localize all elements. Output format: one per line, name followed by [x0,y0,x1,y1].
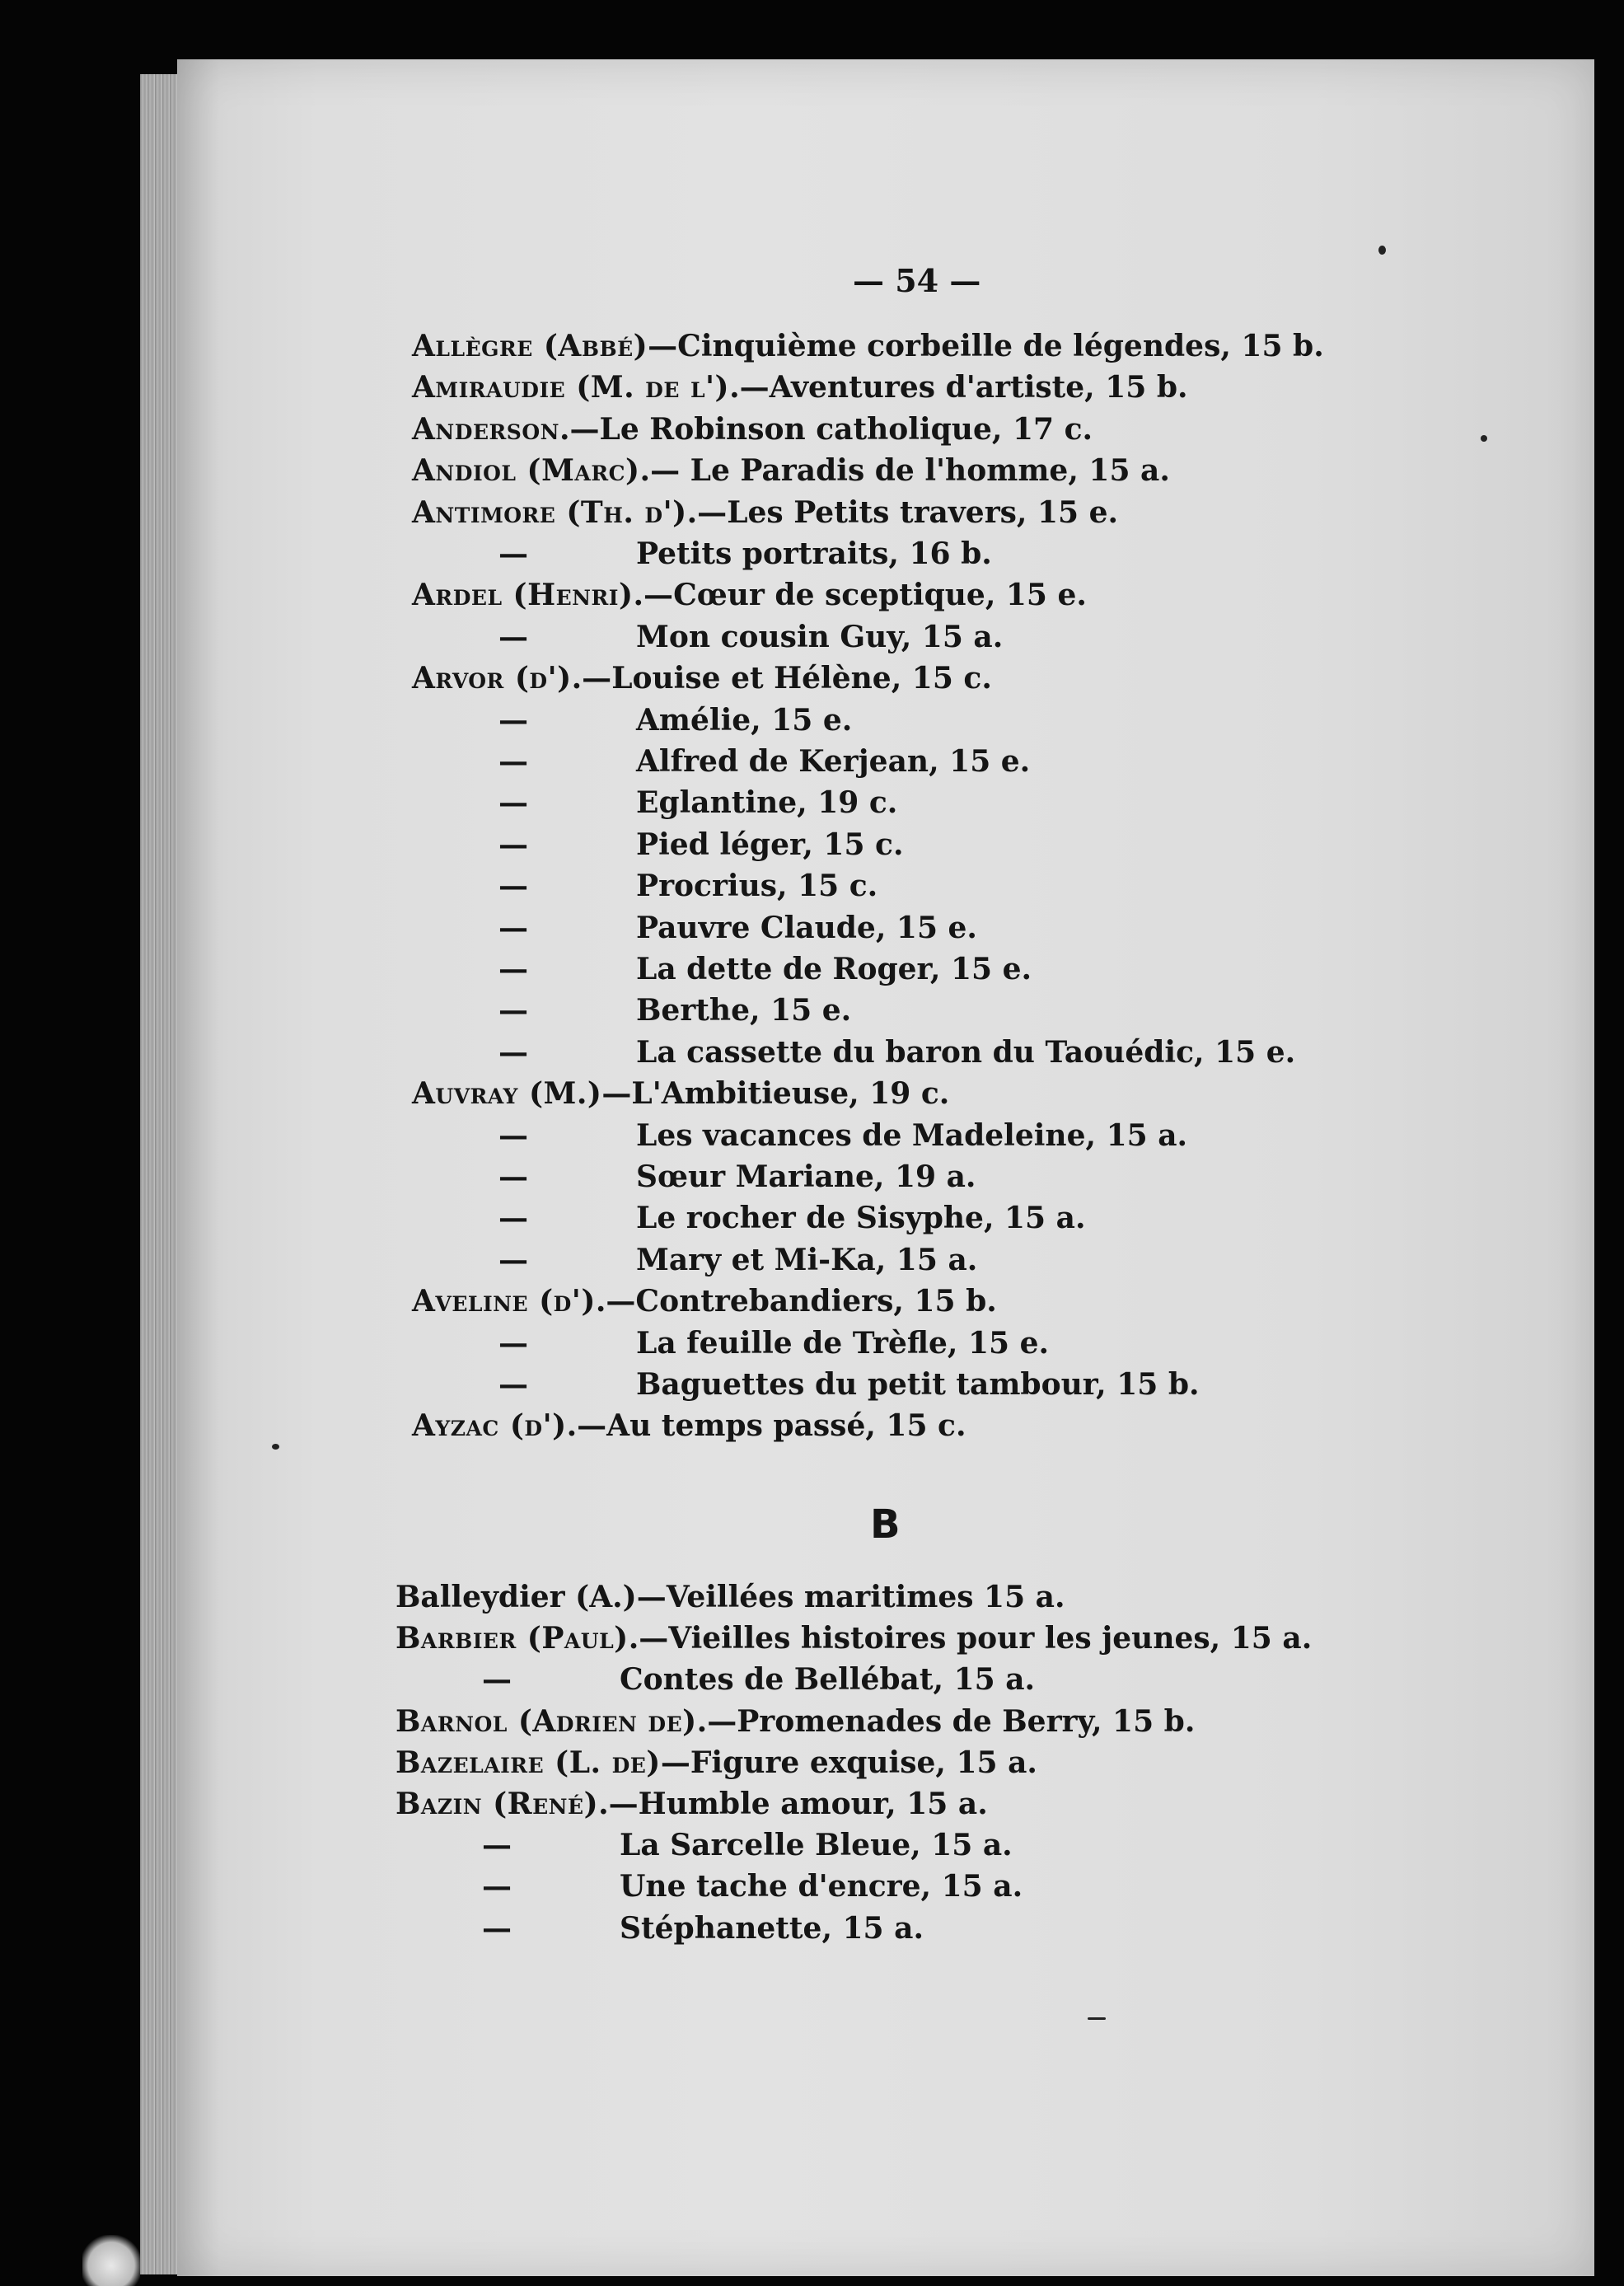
entry-title-continued: La dette de Roger, 15 e. [636,952,1032,986]
entry-separator: .— [633,578,674,613]
entry-title: Louise et Hélène, 15 c. [611,661,992,696]
entry-title-continued: Une tache d'encre, 15 a. [620,1869,1023,1904]
entry-title: Figure exquise, 15 a. [690,1745,1037,1780]
ink-speck [1481,435,1487,442]
entry-separator: .— [571,661,612,696]
entry-separator: .— [559,411,600,447]
entry-separator: — [601,1076,632,1112]
ink-speck [1088,2017,1106,2020]
entry-separator: .— [686,494,728,530]
entry-title-continued: Stéphanette, 15 a. [620,1910,924,1946]
entry-author: Auvray (M.) [412,1076,602,1112]
entry-author: Amiraudie (M. de l') [412,370,730,405]
catalog-entry [412,453,1170,489]
ditto-dash: — [498,1201,528,1236]
ditto-dash: — [498,910,528,945]
entry-author: Ayzac (d') [412,1408,567,1444]
catalog-entry [395,1582,1065,1612]
ditto-dash: — [482,1869,512,1904]
ditto-dash: — [498,1325,528,1361]
entry-title-continued: Berthe, 15 e. [636,993,852,1028]
entry-separator: .— [566,1408,607,1444]
catalog-entry [412,1284,997,1319]
entry-title: Cœur de sceptique, 15 e. [673,578,1087,613]
entry-author: Aveline (d') [412,1284,596,1319]
entry-title-continued: Petits portraits, 16 b. [636,536,992,571]
entry-separator: .— [598,1787,639,1821]
ditto-dash: — [498,619,528,654]
catalog-entry [395,1745,1037,1780]
entry-separator: .— [696,1703,737,1739]
ink-speck [1378,246,1386,255]
ditto-dash: — [498,1367,528,1402]
entry-title-continued: Le rocher de Sisyphe, 15 a. [636,1201,1086,1236]
entry-title-continued: Amélie, 15 e. [636,702,853,738]
entry-title: Vieilles histoires pour les jeunes, 15 a. [668,1621,1313,1656]
entry-author: Allègre (Abbé) [412,329,648,363]
entry-title: Aventures d'artiste, 15 b. [769,370,1188,405]
entry-title: Le Robinson catholique, 17 c. [599,411,1093,447]
entry-author: Arvor (d') [412,661,572,696]
entry-title: Les Petits travers, 15 e. [727,494,1119,530]
ink-speck [272,1444,279,1450]
entry-title: Le Paradis de l'homme, 15 a. [690,453,1170,489]
page-number: — 54 — [853,262,981,299]
ditto-dash: — [498,1034,528,1070]
entry-author: Antimore (Th. d') [412,494,687,530]
library-stamp-mark [82,2235,140,2286]
ditto-dash: — [482,1910,512,1946]
entry-title-continued: Sœur Mariane, 19 a. [636,1159,976,1194]
entry-title-continued: Eglantine, 19 c. [636,785,898,821]
ditto-dash: — [498,827,528,862]
entry-title-continued: Procrius, 15 c. [636,869,878,904]
entry-title: L'Ambitieuse, 19 c. [631,1076,950,1112]
entry-title: Cinquième corbeille de légendes, 15 b. [677,329,1324,363]
catalog-entry [412,1076,950,1112]
entry-title-continued: Contes de Bellébat, 15 a. [620,1662,1036,1698]
ditto-dash: — [498,1242,528,1277]
ditto-dash: — [498,952,528,986]
entry-title: Contrebandiers, 15 b. [635,1284,997,1319]
catalog-entry [412,331,1324,361]
catalog-entry [395,1703,1196,1739]
ditto-dash: — [498,1117,528,1153]
entry-separator: .— [628,1621,669,1656]
ditto-dash: — [498,1159,528,1194]
entry-title-continued: Mon cousin Guy, 15 a. [636,619,1004,654]
catalog-entry [412,578,1087,613]
ditto-dash: — [498,993,528,1028]
catalog-entry [412,661,992,696]
entry-separator: — [636,1580,667,1614]
ditto-dash: — [498,536,528,571]
entry-title-continued: Mary et Mi-Ka, 15 a. [636,1242,978,1277]
entry-separator: .— [639,453,690,489]
section-heading-b: B [870,1501,901,1548]
entry-title-continued: Pauvre Claude, 15 e. [636,910,977,945]
ditto-dash: — [498,744,528,779]
ditto-dash: — [482,1828,512,1863]
catalog-entry [395,1789,988,1819]
catalog-entry [412,1408,966,1444]
catalog-entry [412,370,1188,405]
catalog-entry [412,494,1119,530]
entry-title-continued: Baguettes du petit tambour, 15 b. [636,1367,1200,1402]
entry-title-continued: Les vacances de Madeleine, 15 a. [636,1117,1188,1153]
entry-title-continued: La feuille de Trèfle, 15 e. [636,1325,1050,1361]
ditto-dash: — [498,702,528,738]
entry-title: Promenades de Berry, 15 b. [737,1703,1196,1739]
entry-separator: — [648,329,678,363]
entry-title: Humble amour, 15 a. [638,1787,988,1821]
entry-author: Anderson [412,411,559,447]
entry-author: Barbier (Paul) [395,1621,629,1656]
ditto-dash: — [498,869,528,904]
ditto-dash: — [498,785,528,821]
entry-title-continued: La cassette du baron du Taouédic, 15 e. [636,1034,1296,1070]
entry-separator: .— [595,1284,636,1319]
entry-title-continued: La Sarcelle Bleue, 15 a. [620,1828,1013,1863]
entry-author: Andiol (Marc) [412,453,640,489]
catalog-entry [412,411,1093,447]
entry-title: Veillées maritimes 15 a. [666,1580,1065,1614]
entry-author: Balleydier (A.) [395,1580,637,1614]
entry-author: Barnol (Adrien de) [395,1703,697,1739]
entry-separator: .— [729,370,770,405]
entry-title-continued: Alfred de Kerjean, 15 e. [636,744,1031,779]
catalog-entry [395,1621,1313,1656]
entry-author: Bazin (René) [395,1787,599,1821]
entry-author: Bazelaire (L. de) [395,1745,661,1780]
entry-author: Ardel (Henri) [412,578,634,613]
entry-separator: — [660,1745,690,1780]
entry-title: Au temps passé, 15 c. [606,1408,966,1444]
ditto-dash: — [482,1662,512,1698]
entry-title-continued: Pied léger, 15 c. [636,827,904,862]
